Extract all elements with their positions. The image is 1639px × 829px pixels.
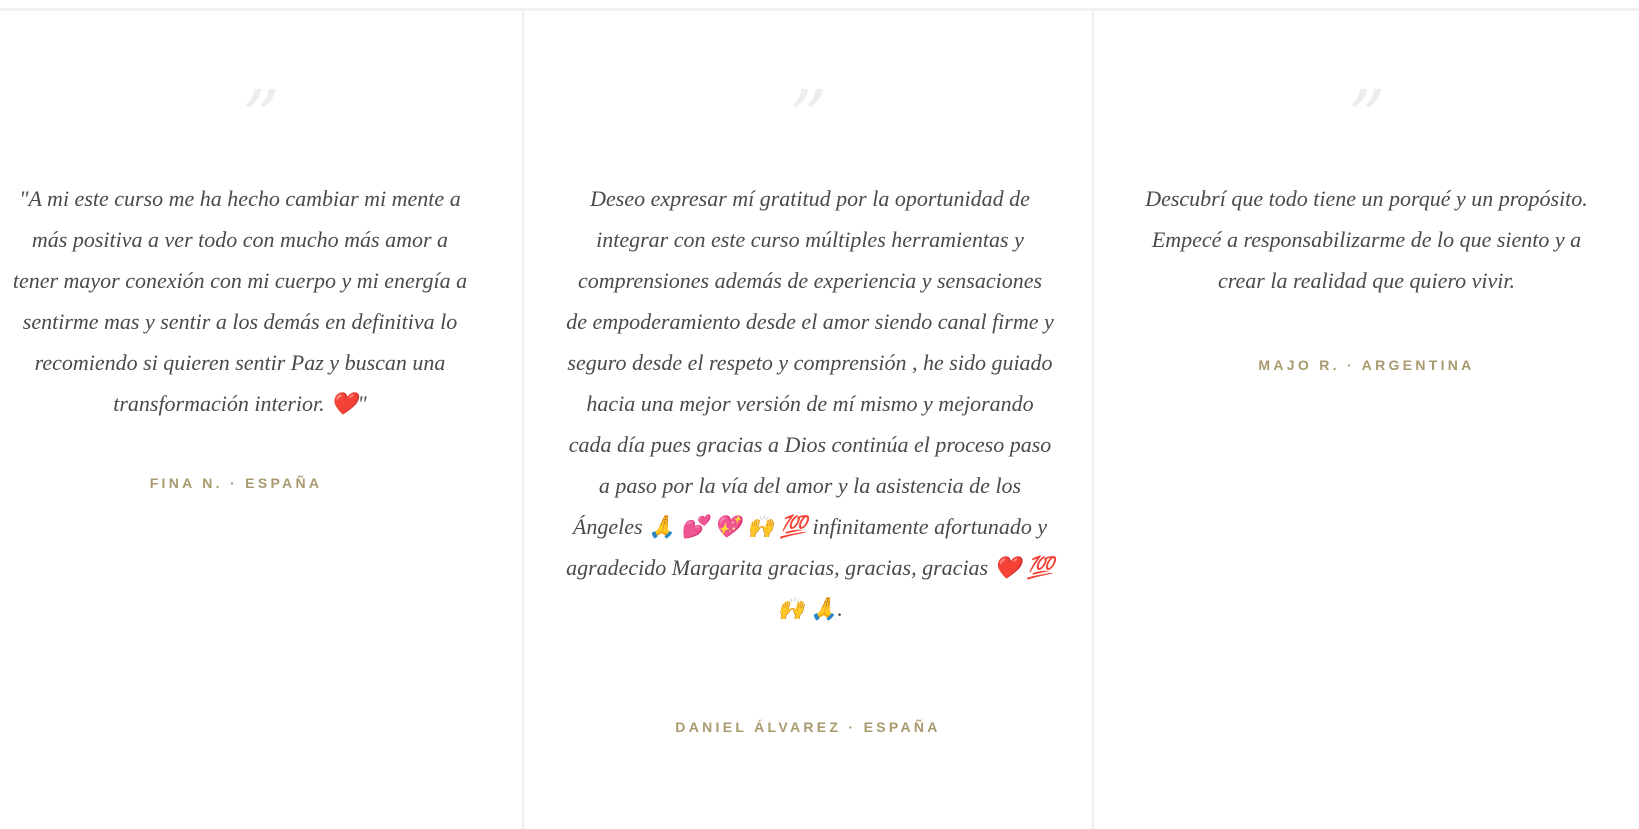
testimonial-card — [522, 11, 1094, 829]
testimonial-author: FINA N. · ESPAÑA — [149, 475, 323, 491]
quote-mark-icon: ” — [1347, 75, 1386, 161]
testimonial-text: "A mi este curso me ha hecho cambiar mi mente a más positiva a ver todo con mucho más amor a tener mayor conexión con mi cuerpo y mi energía a sentirme mas y sentir a los demás en definitiva lo recomiendo si quieren sentir Paz y buscan una transformación interior. ❤️" — [12, 186, 468, 416]
quote-mark-icon: ” — [789, 75, 827, 161]
quote-mark-icon: ” — [242, 75, 280, 161]
testimonials-section — [0, 11, 1639, 829]
testimonial-author: MAJO R. · ARGENTINA — [1258, 357, 1475, 373]
testimonial-text: Deseo expresar mí gratitud por la oportunidad de integrar con este curso múltiples herramientas y comprensiones además de experiencia y sensaciones de empoderamiento desde el amor siendo canal firme y seguro desde el respeto y comprensión , he sido guiado hacia una mejor versión de mí mismo y mejorando cada día pues gracias a Dios continúa el proceso paso a paso por la vía del amor y la asistencia de los Ángeles 🙏 💕 💖 🙌 💯 infinitamente afortunado y agradecido Margarita gracias, gracias, gracias ❤️ 💯 🙌 🙏. — [566, 186, 1054, 621]
testimonial-card — [0, 11, 522, 829]
testimonial-text: Descubrí que todo tiene un porqué y un propósito. Empecé a responsabilizarme de lo que siento y a crear la realidad que quiero vivir. — [1145, 186, 1588, 293]
testimonial-author: DANIEL ÁLVAREZ · ESPAÑA — [675, 719, 941, 735]
testimonial-card — [1094, 11, 1639, 829]
